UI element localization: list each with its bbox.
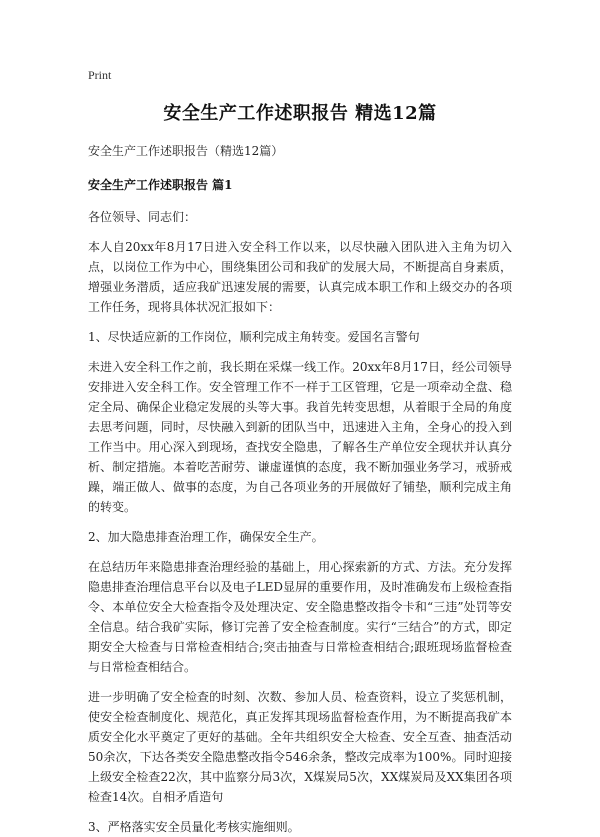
- paragraph-heading-2: 2、加大隐患排查治理工作，确保安全生产。: [88, 530, 324, 544]
- print-label[interactable]: Print: [88, 68, 112, 82]
- document-subtitle: 安全生产工作述职报告（精选12篇）: [88, 144, 284, 158]
- paragraph-heading-3: 3、严格落实安全员量化考核实施细则。: [88, 820, 300, 834]
- document-title: 安全生产工作述职报告 精选12篇: [163, 103, 437, 124]
- paragraph-intro: 本人自20xx年8月17日进入安全科工作以来，以尽快融入团队进入主角为切入点，以岗位工作为中心，围绕集团公司和我矿的发展大局，不断提高自身素质，增强业务潜质，适应我矿迅速发展的需要，认真完成本职工作和上级交办的各项工作任务，现将具体状况汇报如下：: [88, 240, 512, 314]
- paragraph-body-2: 在总结历年来隐患排查治理经验的基础上，用心探索新的方式、方法。充分发挥隐患排查治理信息平台以及电子LED显屏的重要作用，及时准确发布上级检查指令、本单位安全大检查指令及处理决定、安全隐患整改指令卡和“三违”处罚等安全信息。结合我矿实际，修订完善了安全检查制度。实行“三结合”的方式，即定期安全大检查与日常检查相结合;突击抽查与日常检查相结合;跟班现场监督检查与日常检查相结合。: [88, 560, 512, 674]
- paragraph-heading-1: 1、尽快适应新的工作岗位，顺利完成主角转变。爱国名言警句: [88, 330, 420, 344]
- paragraph-body-3: 进一步明确了安全检查的时刻、次数、参加人员、检查资料，设立了奖惩机制，使安全检查制度化、规范化，真正发挥其现场监督检查作用，为不断提高我矿本质安全化水平奠定了更好的基础。全年共组织安全大检查、安全互查、抽查活动50余次，下达各类安全隐患整改指令546余条，整改完成率为100%。同时迎接上级安全检查22次，其中监察分局3次，X煤炭局5次，XX煤炭局及XX集团各项检查14次。自相矛盾造句: [88, 690, 512, 804]
- section-heading: 安全生产工作述职报告 篇1: [88, 178, 233, 192]
- greeting: 各位领导、同志们：: [88, 210, 197, 224]
- paragraph-body-1: 未进入安全科工作之前，我长期在采煤一线工作。20xx年8月17日，经公司领导安排进入安全科工作。安全管理工作不一样于工区管理，它是一项牵动全盘、稳定全局、确保企业稳定发展的头等大事。我首先转变思想，从着眼于全局的角度去思考问题，同时，尽快融入到新的团队当中，迅速进入主角，全身心的投入到工作当中。用心深入到现场，查找安全隐患，了解各生产单位安全现状并认真分析、制定措施。本着吃苦耐劳、谦虚谨慎的态度，我不断加强业务学习，戒骄戒躁，端正做人、做事的态度，为自己各项业务的开展做好了铺垫，顺利完成主角的转变。: [88, 360, 512, 514]
